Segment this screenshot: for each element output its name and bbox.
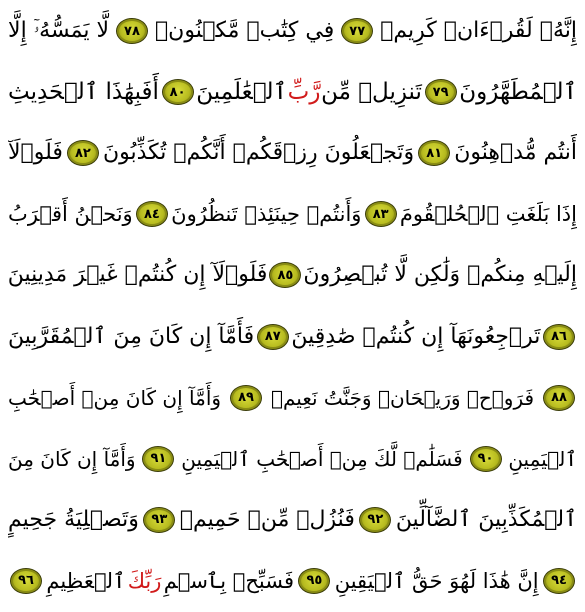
- ayah-number-marker: ٩٥: [298, 568, 330, 594]
- ayah-number-marker: ٩٣: [143, 507, 175, 533]
- verse-lines: [8, 6, 577, 606]
- verse-text: فَرَوۡحٞ وَرَيۡحَانٞ وَجَنَّتُ نَعِيمٖ: [270, 385, 535, 410]
- ayah-number-marker: ٩٤: [543, 568, 575, 594]
- verse-line: [8, 495, 577, 545]
- ayah-number-marker: ٧٧: [341, 18, 373, 44]
- verse-line: [8, 434, 577, 484]
- verse-text: فَلَوۡلَآ إِن كُنتُمۡ غَيۡرَ مَدِينِينَ: [8, 262, 268, 288]
- ayah-number-marker: ٧٩: [425, 79, 457, 105]
- verse-text: تَنزِيلٞ مِّن: [321, 79, 422, 106]
- verse-text: وَنَحۡنُ أَقۡرَبُ: [8, 202, 133, 227]
- ayah-number-marker: ٩٠: [470, 446, 502, 472]
- ayah-number-marker: ٩٦: [10, 568, 42, 594]
- ayah-number-marker: ٨٨: [543, 385, 575, 411]
- verse-text: وَأَمَّآ إِن كَانَ مِنۡ أَصۡحَٰبِ: [8, 385, 222, 410]
- verse-text: وَتَصۡلِيَةُ جَحِيمٍ: [8, 506, 139, 532]
- ayah-number-marker: ٩٢: [359, 507, 391, 533]
- verse-text: أَنتُم مُّدۡهِنُونَ: [454, 140, 577, 166]
- verse-text: وَتَجۡعَلُونَ رِزۡقَكُمۡ أَنَّكُمۡ تُكَذِّبُونَ: [102, 140, 415, 166]
- verse-text: إِلَيۡهِ مِنكُمۡ وَلَٰكِن لَّا تُبۡصِرُونَ: [303, 262, 577, 288]
- ayah-number-marker: ٩١: [142, 446, 174, 472]
- verse-line: [8, 250, 577, 300]
- ayah-number-marker: ٨٢: [67, 140, 99, 166]
- verse-text: فَسَلَٰمٞ لَّكَ مِنۡ أَصۡحَٰبِ ٱلۡيَمِينِ: [181, 446, 463, 471]
- verse-line: [8, 67, 577, 117]
- verse-text: ٱلۡعَظِيمِ: [46, 568, 126, 593]
- ayah-number-marker: ٨٤: [136, 201, 168, 227]
- divine-name-text: رَّبِّ: [287, 79, 321, 106]
- verse-text: ٱلۡعَٰلَمِينَ: [196, 79, 287, 106]
- verse-text: لَّا يَمَسُّهُۥٓ إِلَّا: [8, 18, 109, 43]
- verse-text: فَأَمَّآ إِن كَانَ مِنَ ٱلۡمُقَرَّبِينَ: [8, 323, 255, 349]
- verse-line: [8, 312, 577, 362]
- verse-text: ٱلۡيَمِينِ: [508, 446, 577, 471]
- verse-text: إِنَّ هَٰذَا لَهُوَ حَقُّ ٱلۡيَقِينِ: [334, 568, 539, 593]
- verse-line: [8, 128, 577, 178]
- verse-line: [8, 556, 577, 606]
- ayah-number-marker: ٧٨: [116, 18, 148, 44]
- ayah-number-marker: ٨١: [418, 140, 450, 166]
- verse-line: [8, 373, 577, 423]
- verse-text: إِذَا بَلَغَتِ ٱلۡحُلۡقُومَ: [399, 202, 577, 227]
- verse-text: إِنَّهُۥ لَقُرۡءَانٞ كَرِيمٞ: [380, 18, 577, 43]
- verse-text: ٱلۡمُكَذِّبِينَ ٱلضَّآلِّينَ: [395, 506, 577, 532]
- verse-text: فِي كِتَٰبٖ مَّكۡنُونٖ: [154, 18, 335, 43]
- verse-text: تَرۡجِعُونَهَآ إِن كُنتُمۡ صَٰدِقِينَ: [291, 323, 541, 349]
- verse-text: وَأَمَّآ إِن كَانَ مِنَ: [8, 446, 136, 471]
- verse-line: [8, 189, 577, 239]
- ayah-number-marker: ٨٩: [230, 385, 262, 411]
- divine-name-text: رَبِّكَ: [127, 568, 162, 593]
- verse-text: ٱلۡمُطَهَّرُونَ: [459, 79, 577, 106]
- verse-text: أَفَبِهَٰذَا ٱلۡحَدِيثِ: [8, 79, 159, 106]
- ayah-number-marker: ٨٦: [543, 324, 575, 350]
- verse-text: وَأَنتُمۡ حِينَئِذٖ تَنظُرُونَ: [171, 202, 362, 227]
- ayah-number-marker: ٨٧: [257, 324, 289, 350]
- verse-text: فَلَوۡلَآ: [8, 140, 63, 166]
- verse-text: فَنُزُلٞ مِّنۡ حَمِيمٖ: [179, 506, 355, 532]
- verse-line: [8, 6, 577, 56]
- ayah-number-marker: ٨٣: [365, 201, 397, 227]
- ayah-number-marker: ٨٠: [162, 79, 194, 105]
- ayah-number-marker: ٨٥: [269, 262, 301, 288]
- verse-text: فَسَبِّحۡ بِٱسۡمِ: [163, 568, 295, 593]
